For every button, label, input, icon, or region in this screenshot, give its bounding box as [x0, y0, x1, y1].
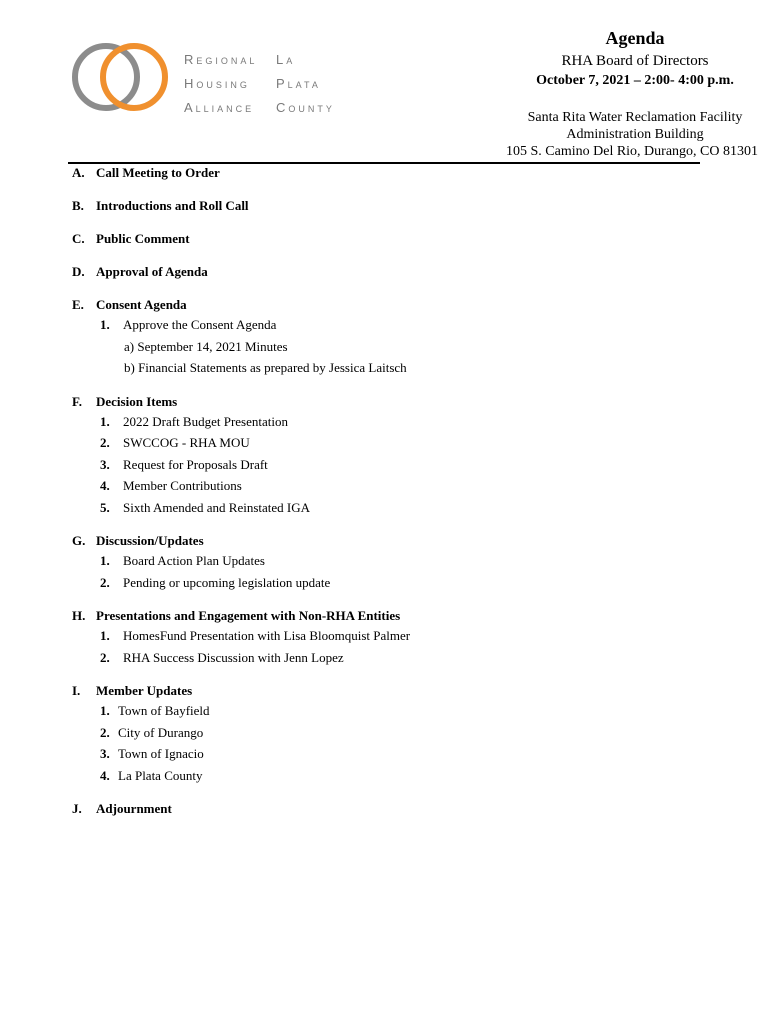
board-name: RHA Board of Directors [561, 53, 709, 69]
agenda-section [72, 607, 700, 668]
item-text: Board Action Plan Updates [123, 553, 265, 568]
section-heading [72, 800, 700, 818]
section-title: Consent Agenda [96, 297, 187, 312]
agenda-item [100, 722, 700, 744]
agenda-section [72, 230, 700, 248]
section-title: Approval of Agenda [96, 264, 208, 279]
item-text: Request for Proposals Draft [123, 456, 268, 472]
section-heading [72, 682, 700, 700]
agenda-section [72, 800, 700, 818]
item-text: Approve the Consent Agenda [123, 317, 277, 332]
logo-word-county: County [276, 100, 335, 115]
agenda-section [72, 197, 700, 215]
agenda-item [100, 765, 700, 787]
section-heading [72, 230, 700, 248]
location-line-1: Santa Rita Water Reclamation Facility [527, 110, 743, 125]
section-title: Adjournment [96, 801, 172, 816]
logo-word-la: La [276, 52, 296, 67]
agenda-item [100, 411, 700, 433]
item-number: 2. [100, 724, 110, 740]
item-number: 1. [100, 628, 110, 643]
location-line-3: 105 S. Camino Del Rio, Durango, CO 81301 [506, 144, 758, 159]
item-number: 1. [100, 413, 110, 429]
section-letter: E. [72, 297, 84, 312]
section-title: Presentations and Engagement with Non-RHA Entities [96, 608, 401, 623]
section-title: Introductions and Roll Call [96, 198, 249, 213]
logo-word-alliance: Alliance [184, 100, 255, 115]
item-number: 2. [100, 435, 110, 450]
section-heading [72, 263, 700, 281]
section-title: Decision Items [96, 393, 178, 409]
section-letter: D. [72, 264, 85, 279]
item-number: 3. [100, 746, 110, 761]
section-letter: A. [72, 165, 85, 180]
agenda-item [100, 550, 700, 572]
section-letter: J. [72, 801, 82, 816]
section-title: Public Comment [96, 231, 190, 246]
item-number: 4. [100, 478, 110, 493]
agenda-item [100, 625, 700, 647]
item-text: Pending or upcoming legislation update [123, 574, 331, 590]
item-text: Town of Ignacio [118, 746, 204, 761]
logo-wordmark [184, 48, 335, 120]
item-text: Sixth Amended and Reinstated IGA [123, 499, 311, 515]
logo-word-regional: Regional [184, 52, 258, 67]
item-number: 5. [100, 499, 110, 515]
agenda-section [72, 263, 700, 281]
item-text: Town of Bayfield [118, 703, 210, 718]
agenda-item [100, 314, 700, 336]
section-letter: G. [72, 533, 86, 548]
item-text: Member Contributions [123, 478, 242, 493]
section-title: Call Meeting to Order [96, 165, 220, 180]
agenda-section [72, 682, 700, 786]
agenda-header [380, 28, 758, 160]
item-number: 1. [100, 553, 110, 568]
logo-word-housing: Housing [184, 76, 250, 91]
item-text: City of Durango [118, 724, 204, 740]
section-heading [72, 296, 700, 314]
section-heading [72, 532, 700, 550]
agenda-item [100, 475, 700, 497]
agenda-item [100, 497, 700, 519]
meeting-date: October 7, 2021 – 2:00- 4:00 p.m. [536, 73, 734, 88]
section-heading [72, 393, 700, 411]
item-number: 4. [100, 767, 110, 783]
item-text: SWCCOG - RHA MOU [123, 435, 250, 450]
item-text: La Plata County [118, 767, 203, 783]
item-number: 1. [100, 317, 110, 332]
item-text: HomesFund Presentation with Lisa Bloomquist Palmer [123, 628, 411, 643]
section-heading [72, 197, 700, 215]
section-title: Member Updates [96, 683, 193, 698]
agenda-item [100, 743, 700, 765]
item-number: 3. [100, 456, 110, 472]
agenda-item [100, 454, 700, 476]
section-title: Discussion/Updates [96, 533, 204, 548]
agenda-section [72, 164, 700, 182]
agenda-item [100, 647, 700, 669]
section-letter: I. [72, 683, 81, 698]
location-line-2: Administration Building [566, 127, 704, 142]
agenda-item [100, 700, 700, 722]
agenda-item [100, 572, 700, 594]
agenda-item [100, 432, 700, 454]
page-title: Agenda [605, 28, 665, 48]
agenda-section [72, 532, 700, 593]
section-heading [72, 164, 700, 182]
item-number: 2. [100, 574, 110, 590]
item-text: 2022 Draft Budget Presentation [123, 413, 288, 429]
agenda-subitem: a) September 14, 2021 Minutes [124, 338, 288, 354]
section-letter: H. [72, 608, 86, 623]
section-letter: C. [72, 231, 85, 246]
section-heading [72, 607, 700, 625]
item-number: 2. [100, 649, 110, 665]
section-letter: B. [72, 198, 84, 213]
agenda-subitem: b) Financial Statements as prepared by Jessica Laitsch [124, 360, 407, 375]
section-letter: F. [72, 393, 82, 409]
agenda-list [72, 164, 700, 818]
item-number: 1. [100, 703, 110, 718]
agenda-section [72, 296, 700, 379]
agenda-section [72, 393, 700, 519]
item-text: RHA Success Discussion with Jenn Lopez [123, 649, 344, 665]
logo-word-plata: Plata [276, 76, 321, 91]
